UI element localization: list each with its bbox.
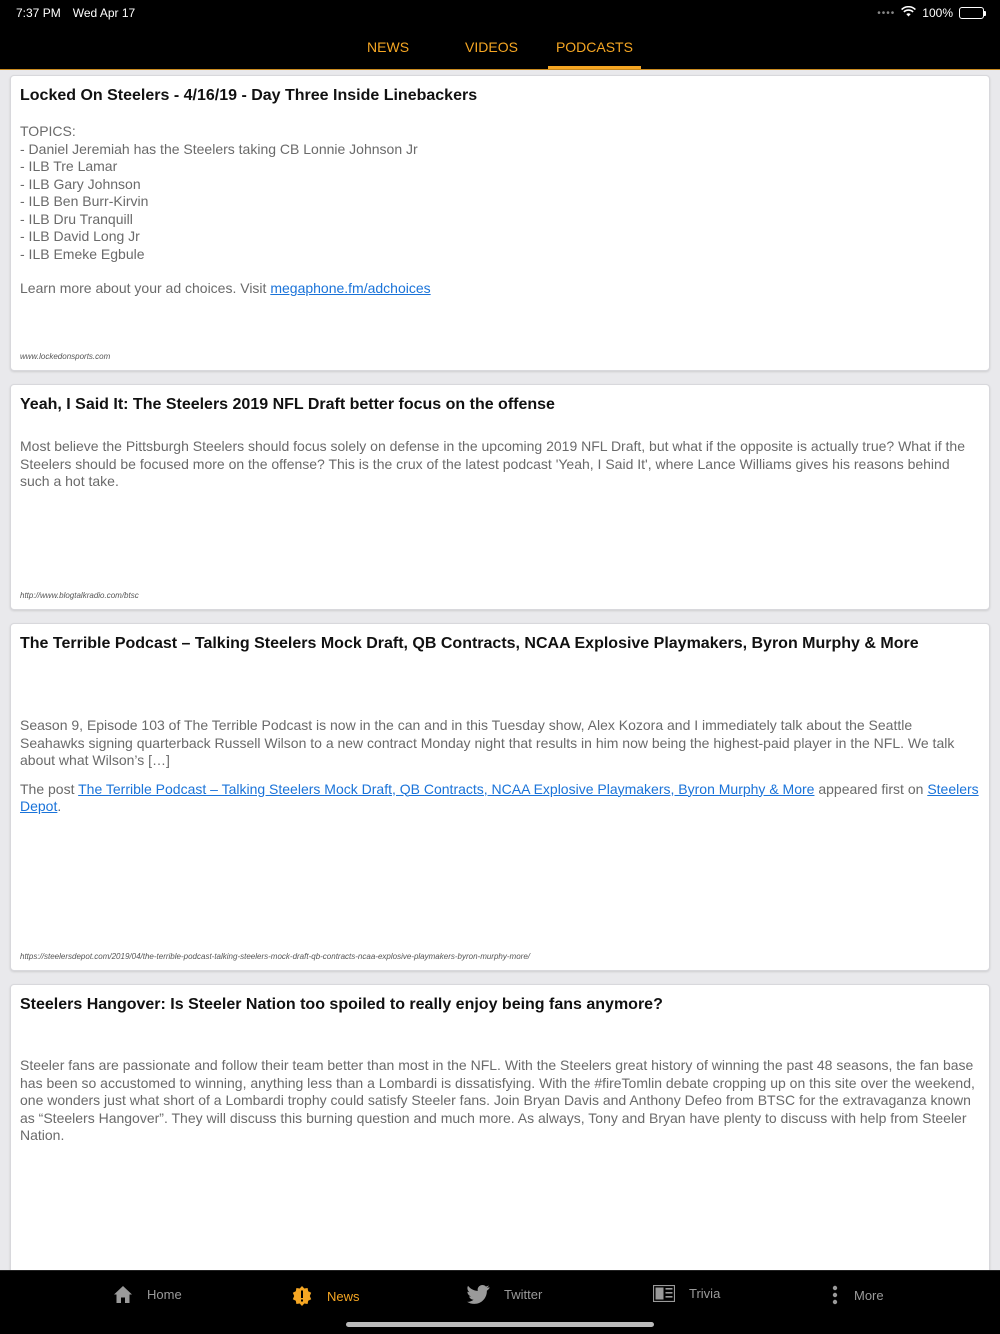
podcast-source: https://steelersdepot.com/2019/04/the-terrible-podcast-talking-steelers-mock-draft-qb-contracts-ncaa-explosive-playmakers-byron-murphy-more/ bbox=[20, 952, 530, 961]
tab-more[interactable] bbox=[832, 1285, 884, 1305]
status-time: 7:37 PM bbox=[16, 6, 61, 20]
home-icon bbox=[113, 1285, 133, 1304]
tab-home-label: Home bbox=[147, 1287, 182, 1302]
podcast-card[interactable] bbox=[10, 75, 990, 371]
podcast-title: Locked On Steelers - 4/16/19 - Day Three Inside Linebackers bbox=[20, 87, 478, 104]
tab-podcasts[interactable]: PODCASTS bbox=[548, 25, 641, 69]
tab-news[interactable]: NEWS bbox=[367, 39, 410, 55]
more-vertical-icon bbox=[832, 1285, 838, 1305]
post-attribution: The post The Terrible Podcast – Talking Steelers Mock Draft, QB Contracts, NCAA Explosive Playmakers, Byron Murphy & More appeared first on Steelers Depot. bbox=[20, 780, 979, 814]
podcast-description bbox=[20, 123, 980, 298]
tab-twitter[interactable] bbox=[467, 1285, 542, 1304]
podcast-card[interactable] bbox=[10, 984, 990, 1270]
ad-choices-link[interactable]: megaphone.fm/adchoices bbox=[270, 280, 431, 296]
wifi-icon bbox=[901, 6, 916, 20]
topic-item: - ILB Gary Johnson bbox=[20, 175, 141, 192]
tab-twitter-label: Twitter bbox=[504, 1287, 543, 1302]
podcast-source: http://www.blogtalkradio.com/btsc bbox=[20, 591, 139, 600]
twitter-icon bbox=[467, 1285, 490, 1304]
status-bar bbox=[0, 0, 1000, 26]
site-link[interactable]: Steelers Depot bbox=[20, 780, 979, 814]
podcast-description: Steeler fans are passionate and follow their team better than most in the NFL. With the Steelers great history of winning the past 48 seasons, the fan base has been so accustomed to winning, anything less than a Lombardi is dissatisfying. With the #fireTomlin debate cropping up on this site over the weekend, one wonders just what short of a Lombardi trophy could satisfy Steeler fans. Join Bryan Davis and Anthony Defeo from BTSC for the extravaganza known as “Steelers Hangover”. They will discuss this burning question and much more. As always, Tony and Bryan have plenty to discuss with help from Steeler Nation. bbox=[20, 1057, 975, 1143]
tab-trivia[interactable] bbox=[653, 1285, 720, 1302]
podcast-description: Most believe the Pittsburgh Steelers should focus solely on defense in the upcoming 2019 NFL Draft, but what if the opposite is actually true? What if the Steelers should be focused more on the offense? This is the crux of the latest podcast 'Yeah, I Said It', where Lance Williams gives his reasons behind such a hot take. bbox=[20, 438, 966, 489]
status-date: Wed Apr 17 bbox=[72, 6, 136, 20]
trivia-icon bbox=[653, 1285, 675, 1302]
topic-item: - ILB Tre Lamar bbox=[20, 158, 118, 174]
podcast-card[interactable] bbox=[10, 623, 990, 971]
topic-item: - ILB David Long Jr bbox=[20, 228, 140, 244]
topics-label: TOPICS: bbox=[20, 123, 76, 139]
top-tab-bar bbox=[0, 26, 1000, 70]
home-indicator[interactable] bbox=[346, 1322, 654, 1327]
topic-item: - ILB Ben Burr-Kirvin bbox=[20, 193, 149, 209]
cellular-signal-icon: •••• bbox=[877, 7, 896, 19]
ad-choices-text: Learn more about your ad choices. Visit megaphone.fm/adchoices bbox=[20, 280, 431, 296]
podcast-description: Season 9, Episode 103 of The Terrible Podcast is now in the can and in this Tuesday show, Alex Kozora and I immediately talk about the Seattle Seahawks signing quarterback Russell Wilson to a new contract Monday night that results in him now being the highest-paid player in the NFL. We talk about what Wilson’s […] The post The Terrible Podcast – Talking Steelers Mock Draft, QB Contracts, NCAA Explosive Playmakers, Byron Murphy & More appeared first on Steelers Depot. bbox=[20, 717, 979, 814]
tab-news-bottom[interactable] bbox=[291, 1285, 360, 1307]
tab-videos[interactable]: VIDEOS bbox=[465, 39, 518, 55]
news-alert-icon bbox=[291, 1285, 313, 1307]
podcast-title: Steelers Hangover: Is Steeler Nation too spoiled to really enjoy being fans anymore? bbox=[20, 996, 663, 1013]
tab-home[interactable] bbox=[113, 1285, 182, 1304]
podcast-title: Yeah, I Said It: The Steelers 2019 NFL Draft better focus on the offense bbox=[20, 396, 555, 413]
podcast-list[interactable] bbox=[0, 70, 1000, 1270]
topic-item: - Daniel Jeremiah has the Steelers taking CB Lonnie Johnson Jr bbox=[20, 140, 418, 157]
battery-icon bbox=[959, 7, 984, 19]
tab-more-label: More bbox=[854, 1287, 884, 1303]
post-link[interactable]: The Terrible Podcast – Talking Steelers Mock Draft, QB Contracts, NCAA Explosive Playmakers, Byron Murphy & More bbox=[78, 780, 815, 797]
tab-news-label: News bbox=[327, 1288, 360, 1304]
podcast-source: www.lockedonsports.com bbox=[20, 352, 111, 361]
podcast-title: The Terrible Podcast – Talking Steelers Mock Draft, QB Contracts, NCAA Explosive Playmakers, Byron Murphy & More bbox=[20, 635, 919, 652]
tab-trivia-label: Trivia bbox=[689, 1286, 721, 1301]
topic-item: - ILB Dru Tranquill bbox=[20, 210, 133, 227]
battery-percent: 100% bbox=[922, 6, 953, 20]
podcast-card[interactable] bbox=[10, 384, 990, 610]
topic-item: - ILB Emeke Egbule bbox=[20, 245, 145, 262]
